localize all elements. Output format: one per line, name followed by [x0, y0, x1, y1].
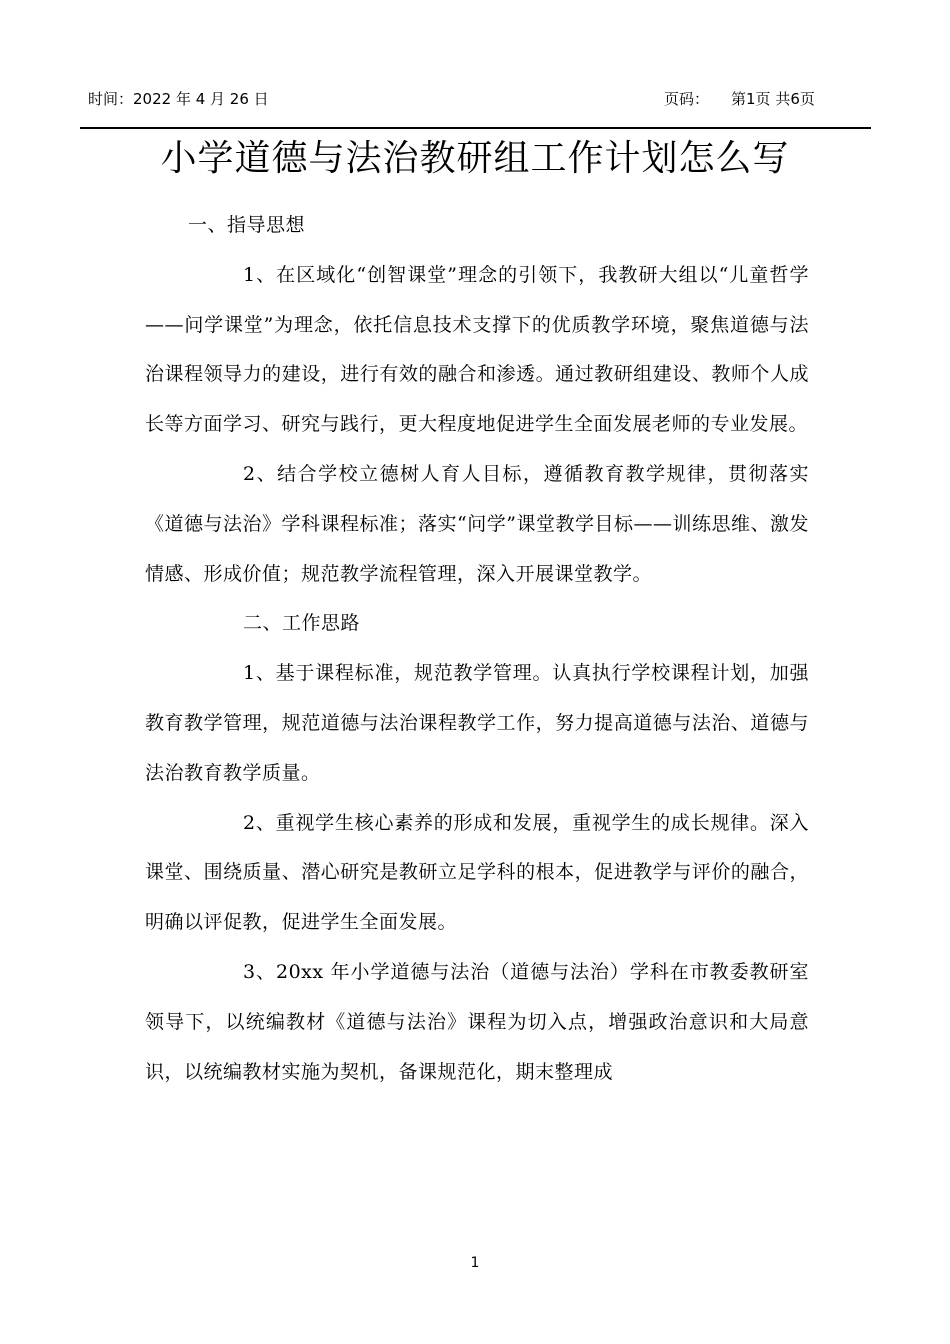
header-page-info [664, 89, 815, 109]
paragraph: 3、20xx 年小学道德与法治（道德与法治）学科在市教委教研室领导下，以统编教材《道德与法治》课程为切入点，增强政治意识和大局意识，以统编教材实施为契机，备课规范化，期末整理成 [145, 960, 809, 1083]
document-body [145, 201, 809, 1097]
paragraph: 1、基于课程标准，规范教学管理。认真执行学校课程计划，加强教育教学管理，规范道德与法治课程教学工作，努力提高道德与法治、道德与法治教育教学质量。 [145, 662, 809, 784]
paragraph: 2、重视学生核心素养的形成和发展，重视学生的成长规律。深入课堂、围绕质量、潜心研究是教研立足学科的根本，促进教学与评价的融合，明确以评促教，促进学生全面发展。 [145, 811, 809, 934]
section-heading-work-approach: 二、工作思路 [243, 612, 361, 635]
section-heading-guiding-ideology: 一、指导思想 [188, 214, 306, 236]
page-count: 第1页 共6页 [731, 90, 815, 108]
header-divider [80, 127, 871, 129]
page-number: 1 [470, 1255, 480, 1271]
paragraph: 2、结合学校立德树人育人目标，遵循教育教学规律，贯彻落实《道德与法治》学科课程标准；落实“问学”课堂教学目标——训练思维、激发情感、形成价值；规范教学流程管理，深入开展课堂教学。 [145, 462, 809, 585]
page-code-label: 页码： [664, 90, 710, 108]
paragraph: 1、在区域化“创智课堂”理念的引领下，我教研大组以“儿童哲学——问学课堂”为理念，依托信息技术支撑下的优质教学环境，聚焦道德与法治课程领导力的建设，进行有效的融合和渗透。通过教研组建设、教师个人成长等方面学习、研究与践行，更大程度地促进学生全面发展老师的专业发展。 [145, 263, 809, 436]
document-title: 小学道德与法治教研组工作计划怎么写 [160, 138, 790, 179]
header-date: 时间：2022 年 4 月 26 日 [88, 90, 269, 108]
